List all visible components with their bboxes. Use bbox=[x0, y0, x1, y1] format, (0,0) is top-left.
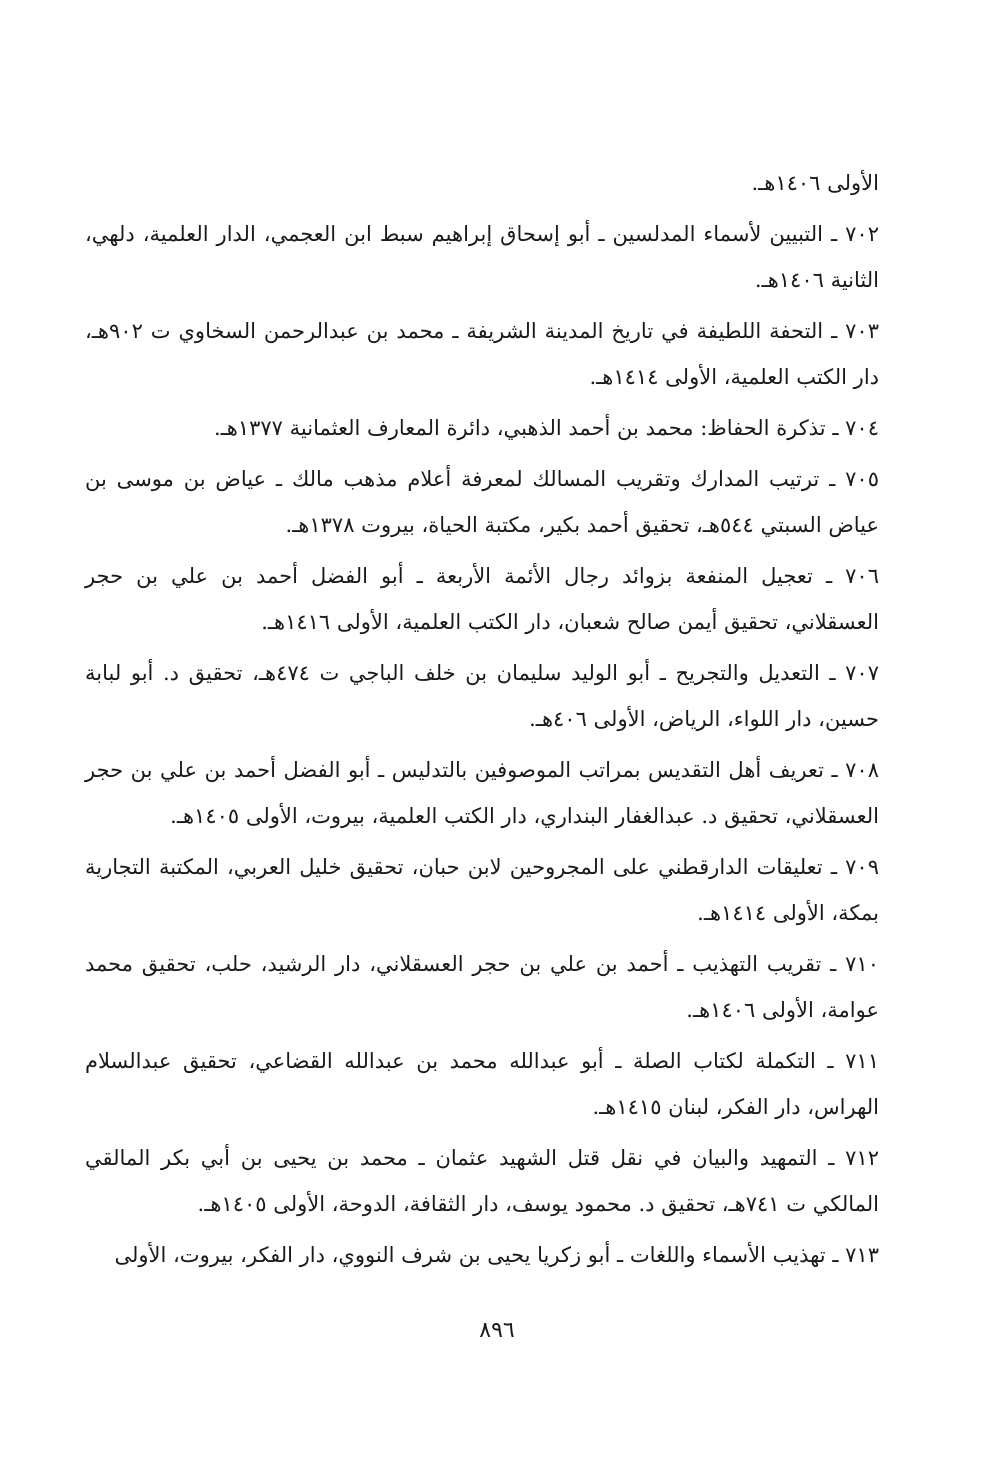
entry-713: ٧١٣ ـ تهذيب الأسماء واللغات ـ أبو زكريا يحيى بن شرف النووي، دار الفكر، بيروت، الأولى bbox=[114, 1243, 879, 1267]
entry-711: ٧١١ ـ التكملة لكتاب الصلة ـ أبو عبدالله محمد بن عبدالله القضاعي، تحقيق عبدالسلام الهراس، دار الفكر، لبنان ١٤١٥هـ. bbox=[85, 1049, 879, 1119]
entry-702: ٧٠٢ ـ التبيين لأسماء المدلسين ـ أبو إسحاق إبراهيم سبط ابن العجمي، الدار العلمية، دلهي، الثانية ١٤٠٦هـ. bbox=[85, 222, 879, 292]
entry-continuation: الأولى ١٤٠٦هـ. bbox=[751, 171, 879, 195]
entry-704: ٧٠٤ ـ تذكرة الحفاظ: محمد بن أحمد الذهبي، دائرة المعارف العثمانية ١٣٧٧هـ. bbox=[213, 416, 879, 440]
entry-706: ٧٠٦ ـ تعجيل المنفعة بزوائد رجال الأئمة الأربعة ـ أبو الفضل أحمد بن علي بن حجر العسقلاني، تحقيق أيمن صالح شعبان، دار الكتب العلمية، الأولى ١٤١٦هـ. bbox=[85, 564, 879, 634]
entry-710: ٧١٠ ـ تقريب التهذيب ـ أحمد بن علي بن حجر العسقلاني، دار الرشيد، حلب، تحقيق محمد عوامة، الأولى ١٤٠٦هـ. bbox=[85, 952, 879, 1022]
entry-705: ٧٠٥ ـ ترتيب المدارك وتقريب المسالك لمعرفة أعلام مذهب مالك ـ عياض بن موسى بن عياض السبتي ٥٤٤هـ، تحقيق أحمد بكير، مكتبة الحياة، بيروت ١٣٧٨هـ. bbox=[85, 467, 879, 537]
entry-709: ٧٠٩ ـ تعليقات الدارقطني على المجروحين لابن حبان، تحقيق خليل العربي، المكتبة التجارية بمكة، الأولى ١٤١٤هـ. bbox=[85, 855, 879, 925]
entry-703: ٧٠٣ ـ التحفة اللطيفة في تاريخ المدينة الشريفة ـ محمد بن عبدالرحمن السخاوي ت ٩٠٢هـ، دار الكتب العلمية، الأولى ١٤١٤هـ. bbox=[85, 319, 879, 389]
entry-712: ٧١٢ ـ التمهيد والبيان في نقل قتل الشهيد عثمان ـ محمد بن يحيى بن أبي بكر المالقي المالكي ت ٧٤١هـ، تحقيق د. محمود يوسف، دار الثقافة، الدوحة، الأولى ١٤٠٥هـ. bbox=[85, 1146, 879, 1216]
page-number: ٨٩٦ bbox=[479, 1318, 515, 1343]
entry-708: ٧٠٨ ـ تعريف أهل التقديس بمراتب الموصوفين بالتدليس ـ أبو الفضل أحمد بن علي بن حجر العسقلاني، تحقيق د. عبدالغفار البنداري، دار الكتب العلمية، بيروت، الأولى ١٤٠٥هـ. bbox=[85, 758, 879, 828]
entry-707: ٧٠٧ ـ التعديل والتجريح ـ أبو الوليد سليمان بن خلف الباجي ت ٤٧٤هـ، تحقيق د. أبو لبابة حسين، دار اللواء، الرياض، الأولى ٤٠٦هـ. bbox=[85, 661, 879, 731]
bibliography-text bbox=[85, 160, 879, 1283]
